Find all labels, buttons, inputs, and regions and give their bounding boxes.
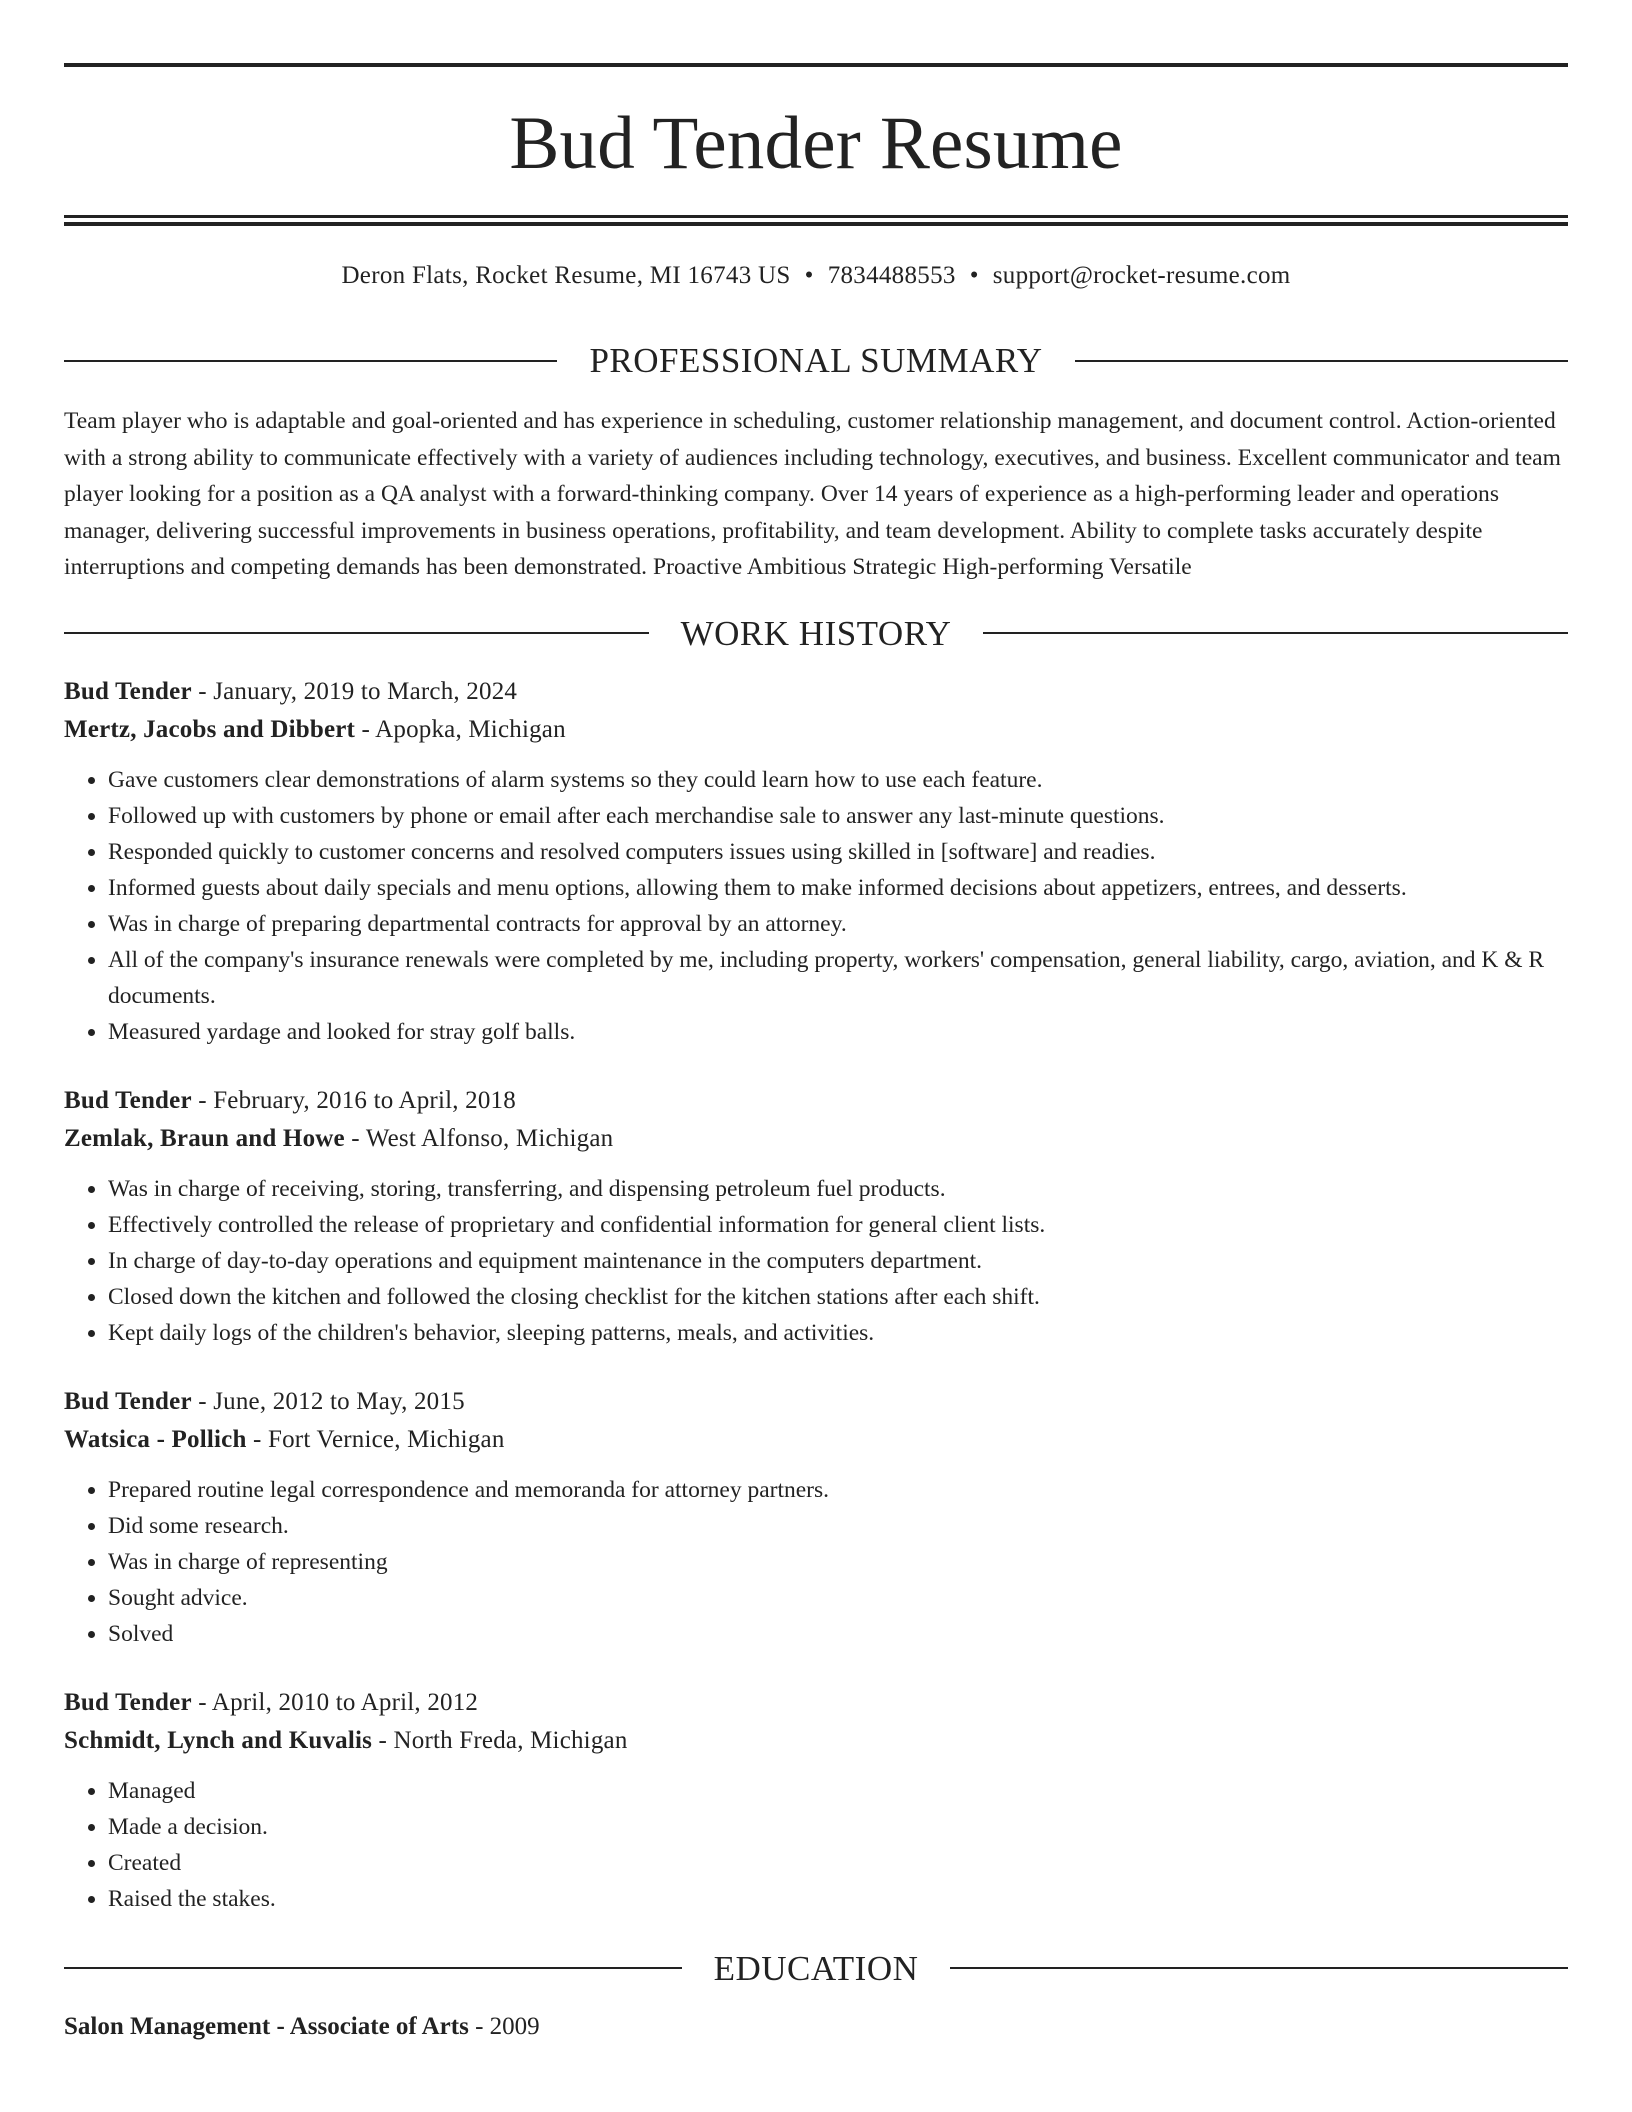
contact-line (64, 261, 1568, 291)
job-bullet: • Made a decision. (108, 1809, 1568, 1845)
contact-phone: 7834488553 (827, 262, 956, 289)
job-bullet: • Raised the stakes. (108, 1881, 1568, 1917)
summary-heading (64, 343, 1568, 378)
job-bullet: • In charge of day-to-day operations and equipment maintenance in the computers department. (108, 1243, 1568, 1279)
job-company-line (64, 1120, 1568, 1158)
summary-heading-label: PROFESSIONAL SUMMARY (589, 341, 1043, 380)
job-bullet: • Measured yardage and looked for stray golf balls. (108, 1014, 1568, 1050)
job-bullets (64, 1472, 1568, 1652)
education-heading-label: EDUCATION (713, 1948, 919, 1988)
job-location: - West Alfonso, Michigan (344, 1124, 614, 1152)
job-entry (64, 1684, 1568, 1917)
education-heading (64, 1948, 1568, 1988)
heading-rule-left (64, 360, 557, 362)
job-bullet: • Was in charge of preparing departmental contracts for approval by an attorney. (108, 906, 1568, 942)
job-title-line (64, 1684, 1568, 1722)
summary-text: Team player who is adaptable and goal-oriented and has experience in scheduling, customer relationship management, and document control. Action-oriented with a strong ability to communicate effectively with a variety of audiences including technology, executives, and business. Excellent communicator and team player looking for a position as a QA analyst with a forward-thinking company. Over 14 years of experience as a high-performing leader and operations manager, delivering successful improvements in business operations, profitability, and team development. Ability to complete tasks accurately despite interruptions and competing demands has been demonstrated. Proactive Ambitious Strategic High-performing Versatile (64, 408, 1561, 580)
job-bullets (64, 762, 1568, 1050)
job-role: Bud Tender (64, 1086, 192, 1114)
job-location: - North Freda, Michigan (372, 1726, 628, 1754)
job-bullet: • Closed down the kitchen and followed the closing checklist for the kitchen stations after each shift. (108, 1279, 1568, 1315)
job-role: Bud Tender (64, 1688, 192, 1716)
job-bullet: • Was in charge of receiving, storing, transferring, and dispensing petroleum fuel products. (108, 1171, 1568, 1207)
education-entry (64, 2008, 1568, 2046)
job-company-line (64, 1421, 1568, 1459)
job-bullet: • Informed guests about daily specials and menu options, allowing them to make informed decisions about appetizers, entrees, and desserts. (108, 870, 1568, 906)
job-role: Bud Tender (64, 677, 192, 705)
job-role: Bud Tender (64, 1387, 192, 1415)
job-dates: - January, 2019 to March, 2024 (191, 677, 518, 705)
job-title-line (64, 1082, 1568, 1120)
job-company-line (64, 1722, 1568, 1760)
job-bullet: • Kept daily logs of the children's behavior, sleeping patterns, meals, and activities. (108, 1315, 1568, 1351)
job-company: Watsica - Pollich (64, 1425, 247, 1453)
job-bullet: • Effectively controlled the release of proprietary and confidential information for general client lists. (108, 1207, 1568, 1243)
job-entry (64, 673, 1568, 1050)
contact-address: Deron Flats, Rocket Resume, MI 16743 US (341, 262, 791, 289)
job-company-line (64, 711, 1568, 749)
job-bullet: • Gave customers clear demonstrations of alarm systems so they could learn how to use each feature. (108, 762, 1568, 798)
job-company: Zemlak, Braun and Howe (64, 1124, 345, 1152)
job-bullet: • Solved (108, 1616, 1568, 1652)
job-dates: - April, 2010 to April, 2012 (191, 1688, 479, 1716)
contact-email[interactable]: support@rocket-resume.com (992, 262, 1291, 289)
job-location: - Fort Vernice, Michigan (246, 1425, 505, 1453)
heading-rule-left (64, 632, 649, 634)
job-bullet: • Responded quickly to customer concerns and resolved computers issues using skilled in [software] and readies. (108, 834, 1568, 870)
job-bullet: • All of the company's insurance renewals were completed by me, including property, workers' compensation, general liability, cargo, aviation, and K & R documents. (108, 942, 1568, 1014)
job-bullets (64, 1773, 1568, 1917)
job-dates: - February, 2016 to April, 2018 (191, 1086, 516, 1114)
contact-separator: • (804, 262, 814, 289)
job-bullet: • Was in charge of representing (108, 1544, 1568, 1580)
job-bullet: • Sought advice. (108, 1580, 1568, 1616)
job-bullet: • Managed (108, 1773, 1568, 1809)
job-bullet: • Prepared routine legal correspondence and memoranda for attorney partners. (108, 1472, 1568, 1508)
contact-separator: • (969, 262, 979, 289)
job-dates: - June, 2012 to May, 2015 (191, 1387, 465, 1415)
job-bullet: • Did some research. (108, 1508, 1568, 1544)
education-degree: Salon Management - Associate of Arts (64, 2012, 469, 2040)
heading-rule-right (983, 632, 1568, 634)
heading-rule-right (1075, 360, 1568, 362)
job-bullet: • Followed up with customers by phone or email after each merchandise sale to answer any last-minute questions. (108, 798, 1568, 834)
job-title-line (64, 673, 1568, 711)
job-company: Schmidt, Lynch and Kuvalis (64, 1726, 373, 1754)
work-history-heading (64, 613, 1568, 653)
top-rule (64, 63, 1568, 67)
job-company: Mertz, Jacobs and Dibbert (64, 715, 356, 743)
work-history-heading-label: WORK HISTORY (680, 613, 952, 653)
job-bullet: • Created (108, 1845, 1568, 1881)
resume-title: Bud Tender Resume (509, 102, 1123, 185)
double-rule (64, 215, 1568, 226)
job-entry (64, 1082, 1568, 1351)
education-year: - 2009 (468, 2012, 540, 2040)
heading-rule-left (64, 1967, 682, 1969)
job-entry (64, 1383, 1568, 1652)
heading-rule-right (950, 1967, 1568, 1969)
job-location: - Apopka, Michigan (355, 715, 566, 743)
job-bullets (64, 1171, 1568, 1351)
job-title-line (64, 1383, 1568, 1421)
